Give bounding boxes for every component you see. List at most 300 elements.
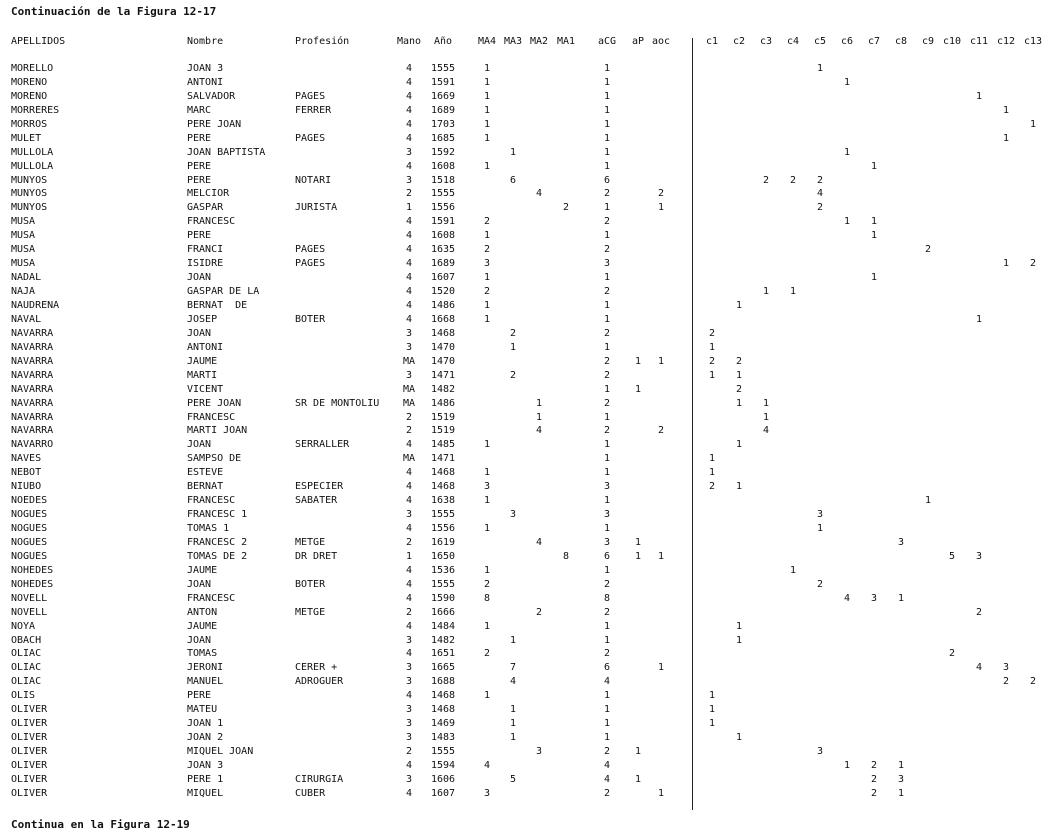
- cell-nombre: MANUEL: [187, 676, 224, 688]
- cell-ano: 1666: [430, 606, 456, 618]
- cell-ano: 1468: [430, 690, 456, 702]
- cell-apellidos: MULLOLA: [11, 160, 54, 172]
- cell-c2: 1: [735, 634, 743, 646]
- cell-profesion: FERRER: [295, 104, 332, 116]
- cell-c11: 2: [975, 606, 983, 618]
- cell-c7: 1: [870, 160, 878, 172]
- cell-acg: 1: [603, 118, 611, 130]
- cell-ma4: 2: [483, 216, 491, 228]
- cell-ma4: 2: [483, 286, 491, 298]
- cell-c2: 1: [735, 397, 743, 409]
- cell-nombre: JOAN BAPTISTA: [187, 146, 266, 158]
- cell-acg: 4: [603, 773, 611, 785]
- cell-c7: 1: [870, 216, 878, 228]
- cell-acg: 2: [603, 606, 611, 618]
- cell-ano: 1536: [430, 564, 456, 576]
- cell-mano: 4: [405, 578, 413, 590]
- cell-ma3: 5: [509, 773, 517, 785]
- cell-c2: 2: [735, 383, 743, 395]
- cell-c4: 2: [789, 174, 797, 186]
- cell-acg: 1: [603, 467, 611, 479]
- cell-profesion: ESPECIER: [295, 481, 344, 493]
- cell-aoc: 2: [657, 425, 665, 437]
- column-header-ma2: MA2: [529, 36, 549, 47]
- cell-c5: 1: [816, 523, 824, 535]
- cell-apellidos: NAVARRA: [11, 397, 54, 409]
- column-header-acg: aCG: [597, 36, 617, 47]
- cell-nombre: FRANCESC 1: [187, 509, 248, 521]
- cell-aoc: 1: [657, 550, 665, 562]
- cell-ma3: 2: [509, 327, 517, 339]
- cell-apellidos: MUNYOS: [11, 188, 48, 200]
- cell-ano: 1471: [430, 369, 456, 381]
- cell-ma3: 2: [509, 369, 517, 381]
- cell-acg: 2: [603, 188, 611, 200]
- cell-c1: 2: [708, 327, 716, 339]
- figure-footer: Continua en la Figura 12-19: [11, 818, 190, 831]
- cell-aoc: 1: [657, 355, 665, 367]
- cell-acg: 1: [603, 146, 611, 158]
- cell-nombre: PERE: [187, 174, 212, 186]
- cell-apellidos: OLIVER: [11, 732, 48, 744]
- cell-acg: 1: [603, 411, 611, 423]
- cell-apellidos: MUSA: [11, 244, 36, 256]
- cell-ano: 1689: [430, 258, 456, 270]
- cell-mano: 4: [405, 481, 413, 493]
- cell-mano: 4: [405, 760, 413, 771]
- cell-c7: 2: [870, 787, 878, 799]
- cell-apellidos: NAVES: [11, 453, 42, 465]
- cell-apellidos: MUNYOS: [11, 174, 48, 186]
- cell-ano: 1608: [430, 230, 456, 242]
- cell-apellidos: NOGUES: [11, 509, 48, 521]
- cell-acg: 1: [603, 564, 611, 576]
- cell-nombre: JOAN 2: [187, 732, 224, 744]
- cell-nombre: MARTI: [187, 369, 218, 381]
- cell-acg: 1: [603, 299, 611, 311]
- column-header-nombre: Nombre: [187, 36, 224, 47]
- cell-ano: 1484: [430, 620, 456, 632]
- cell-ap: 1: [634, 773, 642, 785]
- cell-c10: 2: [948, 648, 956, 660]
- cell-nombre: TOMAS: [187, 648, 218, 660]
- cell-c5: 1: [816, 63, 824, 74]
- cell-apellidos: OLIAC: [11, 676, 42, 688]
- figure-title: Continuación de la Figura 12-17: [11, 5, 217, 18]
- cell-profesion: JURISTA: [295, 202, 338, 214]
- cell-profesion: BOTER: [295, 578, 326, 590]
- cell-ano: 1635: [430, 244, 456, 256]
- cell-profesion: PAGES: [295, 244, 326, 256]
- cell-acg: 1: [603, 704, 611, 716]
- cell-c3: 1: [762, 411, 770, 423]
- cell-ano: 1688: [430, 676, 456, 688]
- cell-c1: 2: [708, 355, 716, 367]
- cell-apellidos: NEBOT: [11, 467, 42, 479]
- cell-ano: 1703: [430, 118, 456, 130]
- cell-c5: 2: [816, 578, 824, 590]
- cell-ano: 1519: [430, 425, 456, 437]
- cell-nombre: FRANCESC: [187, 592, 236, 604]
- cell-ma4: 1: [483, 63, 491, 74]
- cell-apellidos: OLIS: [11, 690, 36, 702]
- cell-c7: 2: [870, 773, 878, 785]
- cell-mano: 3: [405, 509, 413, 521]
- cell-ano: 1468: [430, 481, 456, 493]
- cell-apellidos: MULET: [11, 132, 42, 144]
- cell-ano: 1592: [430, 146, 456, 158]
- cell-nombre: JOSEP: [187, 313, 218, 325]
- cell-ano: 1555: [430, 63, 456, 74]
- cell-ano: 1486: [430, 397, 456, 409]
- cell-apellidos: NAVARRA: [11, 369, 54, 381]
- cell-nombre: MELCIOR: [187, 188, 230, 200]
- cell-ano: 1608: [430, 160, 456, 172]
- cell-mano: 2: [405, 606, 413, 618]
- column-header-apellidos: APELLIDOS: [11, 36, 66, 47]
- cell-nombre: PERE JOAN: [187, 397, 242, 409]
- cell-ma4: 1: [483, 564, 491, 576]
- cell-ma3: 4: [509, 676, 517, 688]
- cell-mano: MA: [402, 383, 416, 395]
- cell-ma3: 1: [509, 718, 517, 730]
- cell-c5: 3: [816, 746, 824, 758]
- cell-acg: 1: [603, 523, 611, 535]
- cell-acg: 4: [603, 760, 611, 771]
- cell-apellidos: NOEDES: [11, 495, 48, 507]
- cell-ma1: 8: [562, 550, 570, 562]
- cell-acg: 1: [603, 132, 611, 144]
- cell-ano: 1591: [430, 76, 456, 88]
- cell-ma4: 2: [483, 648, 491, 660]
- cell-nombre: JOAN: [187, 439, 212, 451]
- cell-nombre: VICENT: [187, 383, 224, 395]
- cell-mano: 4: [405, 230, 413, 242]
- cell-ano: 1619: [430, 536, 456, 548]
- cell-apellidos: MORRERES: [11, 104, 60, 116]
- cell-c1: 1: [708, 341, 716, 353]
- cell-profesion: SERRALLER: [295, 439, 350, 451]
- cell-nombre: JAUME: [187, 564, 218, 576]
- cell-ano: 1651: [430, 648, 456, 660]
- cell-acg: 2: [603, 286, 611, 298]
- cell-acg: 2: [603, 746, 611, 758]
- cell-apellidos: NOVELL: [11, 592, 48, 604]
- cell-mano: 4: [405, 104, 413, 116]
- cell-nombre: ISIDRE: [187, 258, 224, 270]
- cell-nombre: PERE: [187, 132, 212, 144]
- cell-apellidos: MUSA: [11, 258, 36, 270]
- cell-apellidos: MUSA: [11, 216, 36, 228]
- column-header-c13: c13: [1023, 36, 1043, 47]
- cell-ma4: 1: [483, 104, 491, 116]
- cell-ano: 1555: [430, 746, 456, 758]
- cell-apellidos: NAVARRO: [11, 439, 54, 451]
- cell-acg: 3: [603, 536, 611, 548]
- cell-nombre: MIQUEL: [187, 787, 224, 799]
- cell-mano: 4: [405, 523, 413, 535]
- cell-acg: 2: [603, 787, 611, 799]
- cell-ma4: 1: [483, 272, 491, 284]
- cell-ano: 1483: [430, 732, 456, 744]
- cell-nombre: PERE: [187, 690, 212, 702]
- cell-apellidos: NAVARRA: [11, 341, 54, 353]
- cell-apellidos: NOGUES: [11, 536, 48, 548]
- cell-mano: 4: [405, 160, 413, 172]
- cell-apellidos: NAVARRA: [11, 327, 54, 339]
- cell-c11: 4: [975, 662, 983, 674]
- cell-ano: 1594: [430, 760, 456, 771]
- cell-nombre: JOAN 3: [187, 63, 224, 74]
- cell-nombre: BERNAT: [187, 481, 224, 493]
- column-header-ap: aP: [631, 36, 645, 47]
- cell-c12: 3: [1002, 662, 1010, 674]
- cell-mano: 3: [405, 773, 413, 785]
- cell-apellidos: MORENO: [11, 76, 48, 88]
- cell-apellidos: OLIAC: [11, 662, 42, 674]
- cell-profesion: NOTARI: [295, 174, 332, 186]
- cell-ma3: 1: [509, 634, 517, 646]
- cell-nombre: ANTON: [187, 606, 218, 618]
- cell-c1: 1: [708, 369, 716, 381]
- cell-c5: 4: [816, 188, 824, 200]
- cell-ma2: 1: [535, 411, 543, 423]
- cell-c2: 1: [735, 620, 743, 632]
- cell-nombre: PERE 1: [187, 773, 224, 785]
- cell-acg: 1: [603, 732, 611, 744]
- cell-apellidos: NAVARRA: [11, 411, 54, 423]
- cell-ma4: 1: [483, 467, 491, 479]
- cell-ap: 1: [634, 355, 642, 367]
- cell-apellidos: OLIVER: [11, 746, 48, 758]
- cell-ma4: 1: [483, 620, 491, 632]
- cell-apellidos: MORELLO: [11, 63, 54, 74]
- cell-profesion: PAGES: [295, 258, 326, 270]
- column-header-c1: c1: [705, 36, 719, 47]
- cell-nombre: JAUME: [187, 620, 218, 632]
- cell-mano: 3: [405, 676, 413, 688]
- cell-ma3: 1: [509, 704, 517, 716]
- cell-mano: 2: [405, 411, 413, 423]
- cell-profesion: BOTER: [295, 313, 326, 325]
- cell-mano: 3: [405, 732, 413, 744]
- cell-c13: 1: [1029, 118, 1037, 130]
- cell-ano: 1555: [430, 509, 456, 521]
- cell-c6: 1: [843, 76, 851, 88]
- cell-aoc: 1: [657, 662, 665, 674]
- cell-ma4: 4: [483, 760, 491, 771]
- cell-ma3: 1: [509, 341, 517, 353]
- cell-ma4: 1: [483, 230, 491, 242]
- cell-c3: 1: [762, 286, 770, 298]
- cell-acg: 1: [603, 160, 611, 172]
- cell-nombre: GASPAR DE LA: [187, 286, 260, 298]
- cell-ma1: 2: [562, 202, 570, 214]
- cell-mano: 4: [405, 299, 413, 311]
- cell-mano: 4: [405, 690, 413, 702]
- cell-c1: 1: [708, 690, 716, 702]
- cell-mano: 4: [405, 76, 413, 88]
- cell-mano: 1: [405, 202, 413, 214]
- cell-acg: 2: [603, 369, 611, 381]
- cell-acg: 1: [603, 230, 611, 242]
- cell-mano: 4: [405, 63, 413, 74]
- cell-ano: 1555: [430, 188, 456, 200]
- cell-mano: 4: [405, 132, 413, 144]
- cell-apellidos: NAJA: [11, 286, 36, 298]
- cell-c8: 1: [897, 787, 905, 799]
- column-header-ma3: MA3: [503, 36, 523, 47]
- cell-ano: 1471: [430, 453, 456, 465]
- cell-profesion: ADROGUER: [295, 676, 344, 688]
- cell-apellidos: NOHEDES: [11, 564, 54, 576]
- cell-c6: 1: [843, 216, 851, 228]
- cell-profesion: PAGES: [295, 90, 326, 102]
- cell-aoc: 2: [657, 188, 665, 200]
- cell-acg: 2: [603, 216, 611, 228]
- cell-c2: 2: [735, 355, 743, 367]
- cell-ma4: 1: [483, 690, 491, 702]
- cell-acg: 2: [603, 425, 611, 437]
- cell-c6: 4: [843, 592, 851, 604]
- cell-mano: 4: [405, 244, 413, 256]
- cell-ma4: 3: [483, 258, 491, 270]
- cell-ano: 1638: [430, 495, 456, 507]
- cell-mano: 4: [405, 286, 413, 298]
- cell-mano: 4: [405, 216, 413, 228]
- cell-acg: 2: [603, 327, 611, 339]
- cell-ma2: 4: [535, 425, 543, 437]
- cell-ano: 1482: [430, 383, 456, 395]
- cell-nombre: FRANCESC: [187, 495, 236, 507]
- cell-aoc: 1: [657, 202, 665, 214]
- cell-mano: 2: [405, 746, 413, 758]
- cell-nombre: MATEU: [187, 704, 218, 716]
- column-header-mano: Mano: [396, 36, 422, 47]
- cell-apellidos: OLIAC: [11, 648, 42, 660]
- cell-nombre: JOAN: [187, 272, 212, 284]
- cell-ma2: 1: [535, 397, 543, 409]
- cell-nombre: PERE: [187, 160, 212, 172]
- cell-acg: 2: [603, 355, 611, 367]
- cell-mano: 2: [405, 425, 413, 437]
- cell-ma4: 1: [483, 299, 491, 311]
- cell-apellidos: NAVARRA: [11, 425, 54, 437]
- cell-mano: 3: [405, 662, 413, 674]
- cell-c3: 4: [762, 425, 770, 437]
- cell-profesion: SABATER: [295, 495, 338, 507]
- cell-acg: 3: [603, 509, 611, 521]
- cell-ma4: 3: [483, 787, 491, 799]
- cell-nombre: ANTONI: [187, 76, 224, 88]
- cell-acg: 6: [603, 662, 611, 674]
- cell-ano: 1470: [430, 355, 456, 367]
- cell-mano: 1: [405, 550, 413, 562]
- cell-c5: 3: [816, 509, 824, 521]
- cell-acg: 8: [603, 592, 611, 604]
- cell-c1: 1: [708, 718, 716, 730]
- column-header-c11: c11: [969, 36, 989, 47]
- cell-ano: 1689: [430, 104, 456, 116]
- cell-acg: 1: [603, 202, 611, 214]
- cell-c2: 1: [735, 732, 743, 744]
- cell-nombre: JOAN 3: [187, 760, 224, 771]
- cell-acg: 2: [603, 244, 611, 256]
- cell-ano: 1556: [430, 523, 456, 535]
- column-header-c12: c12: [996, 36, 1016, 47]
- cell-c1: 1: [708, 704, 716, 716]
- cell-acg: 1: [603, 90, 611, 102]
- cell-c6: 1: [843, 760, 851, 771]
- cell-acg: 1: [603, 383, 611, 395]
- cell-mano: 3: [405, 327, 413, 339]
- cell-ap: 1: [634, 550, 642, 562]
- cell-nombre: GASPAR: [187, 202, 224, 214]
- cell-nombre: TOMAS DE 2: [187, 550, 248, 562]
- cell-mano: 2: [405, 536, 413, 548]
- cell-nombre: TOMAS 1: [187, 523, 230, 535]
- cell-nombre: SALVADOR: [187, 90, 236, 102]
- cell-apellidos: NAVARRA: [11, 383, 54, 395]
- cell-c10: 5: [948, 550, 956, 562]
- cell-mano: 4: [405, 564, 413, 576]
- cell-ano: 1668: [430, 313, 456, 325]
- cell-mano: 4: [405, 495, 413, 507]
- cell-profesion: SR DE MONTOLIU: [295, 397, 380, 409]
- cell-ma2: 4: [535, 188, 543, 200]
- cell-c9: 1: [924, 495, 932, 507]
- column-header-c9: c9: [921, 36, 935, 47]
- cell-ma3: 1: [509, 732, 517, 744]
- cell-nombre: FRANCESC: [187, 411, 236, 423]
- cell-ano: 1486: [430, 299, 456, 311]
- cell-mano: 4: [405, 592, 413, 604]
- cell-profesion: DR DRET: [295, 550, 338, 562]
- cell-acg: 3: [603, 481, 611, 493]
- cell-c2: 1: [735, 299, 743, 311]
- cell-apellidos: NOGUES: [11, 523, 48, 535]
- cell-profesion: METGE: [295, 606, 326, 618]
- cell-c1: 2: [708, 481, 716, 493]
- cell-nombre: ANTONI: [187, 341, 224, 353]
- cell-ma4: 2: [483, 244, 491, 256]
- cell-ano: 1591: [430, 216, 456, 228]
- cell-c8: 1: [897, 592, 905, 604]
- cell-ano: 1555: [430, 578, 456, 590]
- cell-acg: 2: [603, 578, 611, 590]
- cell-ano: 1468: [430, 327, 456, 339]
- cell-ano: 1607: [430, 272, 456, 284]
- cell-mano: 4: [405, 118, 413, 130]
- cell-ano: 1482: [430, 634, 456, 646]
- cell-acg: 1: [603, 341, 611, 353]
- column-header-c6: c6: [840, 36, 854, 47]
- cell-mano: 2: [405, 188, 413, 200]
- cell-acg: 1: [603, 620, 611, 632]
- cell-apellidos: OLIVER: [11, 773, 48, 785]
- cell-ma3: 3: [509, 509, 517, 521]
- cell-c6: 1: [843, 146, 851, 158]
- cell-nombre: BERNAT DE: [187, 299, 248, 311]
- cell-mano: 3: [405, 341, 413, 353]
- cell-ano: 1669: [430, 90, 456, 102]
- cell-ano: 1590: [430, 592, 456, 604]
- cell-apellidos: NOHEDES: [11, 578, 54, 590]
- cell-ap: 1: [634, 536, 642, 548]
- column-header-c10: c10: [942, 36, 962, 47]
- cell-ma4: 1: [483, 90, 491, 102]
- cell-apellidos: NAVARRA: [11, 355, 54, 367]
